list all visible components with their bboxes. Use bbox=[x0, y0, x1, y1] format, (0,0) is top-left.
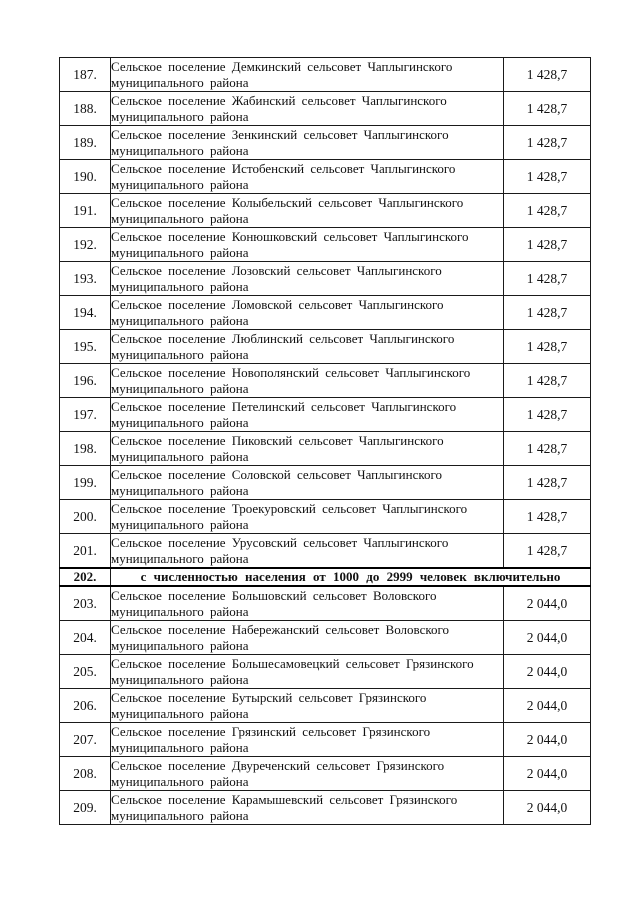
settlement-name bbox=[111, 621, 504, 655]
amount-value: 1 428,7 bbox=[504, 432, 591, 466]
settlement-name bbox=[111, 364, 504, 398]
table-body bbox=[60, 58, 591, 825]
name-line-2: муниципального района bbox=[111, 74, 249, 90]
settlement-name bbox=[111, 586, 504, 621]
amount-value: 1 428,7 bbox=[504, 194, 591, 228]
name-line-2: муниципального района bbox=[111, 550, 249, 566]
row-number: 195. bbox=[60, 330, 111, 364]
name-line-2: муниципального района bbox=[111, 603, 249, 619]
name-line-1: Сельское поселение Пиковский сельсовет Чаплыгинского bbox=[111, 432, 444, 448]
settlement-name bbox=[111, 534, 504, 569]
settlement-name bbox=[111, 466, 504, 500]
settlement-name bbox=[111, 757, 504, 791]
row-number: 205. bbox=[60, 655, 111, 689]
table-row bbox=[60, 330, 591, 364]
row-number: 192. bbox=[60, 228, 111, 262]
row-number: 207. bbox=[60, 723, 111, 757]
amount-value: 1 428,7 bbox=[504, 466, 591, 500]
name-line-1: Сельское поселение Набережанский сельсовет Воловского bbox=[111, 621, 450, 637]
table-row bbox=[60, 92, 591, 126]
row-number: 189. bbox=[60, 126, 111, 160]
name-line-2: муниципального района bbox=[111, 671, 249, 687]
table-row bbox=[60, 398, 591, 432]
name-line-1: Сельское поселение Демкинский сельсовет Чаплыгинского bbox=[111, 58, 453, 74]
settlement-name bbox=[111, 330, 504, 364]
table-row bbox=[60, 689, 591, 723]
settlement-name bbox=[111, 296, 504, 330]
name-line-1: Сельское поселение Новополянский сельсовет Чаплыгинского bbox=[111, 364, 471, 380]
group-header-row bbox=[60, 568, 591, 586]
row-number: 199. bbox=[60, 466, 111, 500]
name-line-1: Сельское поселение Колыбельский сельсовет Чаплыгинского bbox=[111, 194, 464, 210]
amount-value: 1 428,7 bbox=[504, 534, 591, 569]
name-line-2: муниципального района bbox=[111, 807, 249, 823]
row-number: 206. bbox=[60, 689, 111, 723]
table-row bbox=[60, 228, 591, 262]
settlement-name bbox=[111, 689, 504, 723]
settlement-name bbox=[111, 655, 504, 689]
amount-value: 2 044,0 bbox=[504, 723, 591, 757]
name-line-1: Сельское поселение Зенкинский сельсовет Чаплыгинского bbox=[111, 126, 449, 142]
amount-value: 2 044,0 bbox=[504, 689, 591, 723]
amount-value: 1 428,7 bbox=[504, 296, 591, 330]
row-number: 201. bbox=[60, 534, 111, 569]
name-line-2: муниципального района bbox=[111, 244, 249, 260]
row-number: 208. bbox=[60, 757, 111, 791]
group-number: 202. bbox=[60, 568, 111, 586]
row-number: 193. bbox=[60, 262, 111, 296]
amount-value: 1 428,7 bbox=[504, 92, 591, 126]
group-title: с численностью населения от 1000 до 2999 человек включительно bbox=[111, 568, 591, 586]
name-line-1: Сельское поселение Большовский сельсовет Воловского bbox=[111, 587, 437, 603]
amount-value: 1 428,7 bbox=[504, 228, 591, 262]
table-row bbox=[60, 655, 591, 689]
name-line-1: Сельское поселение Петелинский сельсовет Чаплыгинского bbox=[111, 398, 457, 414]
amount-value: 2 044,0 bbox=[504, 791, 591, 825]
settlement-name bbox=[111, 398, 504, 432]
table-row bbox=[60, 58, 591, 92]
settlement-name bbox=[111, 791, 504, 825]
settlement-name bbox=[111, 723, 504, 757]
table-row bbox=[60, 621, 591, 655]
name-line-1: Сельское поселение Конюшковский сельсовет Чаплыгинского bbox=[111, 228, 469, 244]
name-line-2: муниципального района bbox=[111, 448, 249, 464]
name-line-1: Сельское поселение Большесамовецкий сельсовет Грязинского bbox=[111, 655, 474, 671]
name-line-2: муниципального района bbox=[111, 346, 249, 362]
name-line-1: Сельское поселение Троекуровский сельсовет Чаплыгинского bbox=[111, 500, 468, 516]
name-line-1: Сельское поселение Соловской сельсовет Чаплыгинского bbox=[111, 466, 443, 482]
name-line-2: муниципального района bbox=[111, 414, 249, 430]
name-line-2: муниципального района bbox=[111, 705, 249, 721]
name-line-2: муниципального района bbox=[111, 142, 249, 158]
row-number: 209. bbox=[60, 791, 111, 825]
name-line-1: Сельское поселение Жабинский сельсовет Чаплыгинского bbox=[111, 92, 447, 108]
settlement-name bbox=[111, 126, 504, 160]
settlement-name bbox=[111, 58, 504, 92]
settlement-name bbox=[111, 92, 504, 126]
row-number: 188. bbox=[60, 92, 111, 126]
row-number: 196. bbox=[60, 364, 111, 398]
row-number: 194. bbox=[60, 296, 111, 330]
table-row bbox=[60, 586, 591, 621]
name-line-2: муниципального района bbox=[111, 278, 249, 294]
table-row bbox=[60, 194, 591, 228]
amount-value: 2 044,0 bbox=[504, 655, 591, 689]
settlement-name bbox=[111, 432, 504, 466]
row-number: 187. bbox=[60, 58, 111, 92]
table-row bbox=[60, 500, 591, 534]
name-line-1: Сельское поселение Лозовский сельсовет Чаплыгинского bbox=[111, 262, 442, 278]
table-row bbox=[60, 296, 591, 330]
row-number: 203. bbox=[60, 586, 111, 621]
name-line-2: муниципального района bbox=[111, 637, 249, 653]
name-line-1: Сельское поселение Истобенский сельсовет Чаплыгинского bbox=[111, 160, 456, 176]
row-number: 190. bbox=[60, 160, 111, 194]
row-number: 204. bbox=[60, 621, 111, 655]
amount-value: 2 044,0 bbox=[504, 757, 591, 791]
name-line-2: муниципального района bbox=[111, 176, 249, 192]
settlements-table bbox=[59, 57, 591, 825]
amount-value: 2 044,0 bbox=[504, 586, 591, 621]
table-row bbox=[60, 160, 591, 194]
name-line-2: муниципального района bbox=[111, 773, 249, 789]
table-row bbox=[60, 466, 591, 500]
settlement-name bbox=[111, 194, 504, 228]
amount-value: 1 428,7 bbox=[504, 398, 591, 432]
amount-value: 1 428,7 bbox=[504, 364, 591, 398]
settlement-name bbox=[111, 160, 504, 194]
row-number: 191. bbox=[60, 194, 111, 228]
name-line-2: муниципального района bbox=[111, 482, 249, 498]
amount-value: 1 428,7 bbox=[504, 262, 591, 296]
name-line-2: муниципального района bbox=[111, 516, 249, 532]
settlement-name bbox=[111, 500, 504, 534]
amount-value: 2 044,0 bbox=[504, 621, 591, 655]
amount-value: 1 428,7 bbox=[504, 58, 591, 92]
name-line-1: Сельское поселение Люблинский сельсовет Чаплыгинского bbox=[111, 330, 455, 346]
name-line-2: муниципального района bbox=[111, 108, 249, 124]
table-row bbox=[60, 364, 591, 398]
amount-value: 1 428,7 bbox=[504, 160, 591, 194]
name-line-1: Сельское поселение Бутырский сельсовет Грязинского bbox=[111, 689, 427, 705]
name-line-1: Сельское поселение Урусовский сельсовет Чаплыгинского bbox=[111, 534, 449, 550]
row-number: 198. bbox=[60, 432, 111, 466]
name-line-2: муниципального района bbox=[111, 739, 249, 755]
row-number: 197. bbox=[60, 398, 111, 432]
name-line-1: Сельское поселение Двуреченский сельсовет Грязинского bbox=[111, 757, 445, 773]
table-row bbox=[60, 723, 591, 757]
amount-value: 1 428,7 bbox=[504, 330, 591, 364]
settlement-name bbox=[111, 262, 504, 296]
table-row bbox=[60, 126, 591, 160]
table-row bbox=[60, 262, 591, 296]
settlement-name bbox=[111, 228, 504, 262]
name-line-2: муниципального района bbox=[111, 380, 249, 396]
table-row bbox=[60, 534, 591, 569]
name-line-1: Сельское поселение Ломовской сельсовет Чаплыгинского bbox=[111, 296, 444, 312]
amount-value: 1 428,7 bbox=[504, 126, 591, 160]
name-line-2: муниципального района bbox=[111, 312, 249, 328]
table-row bbox=[60, 432, 591, 466]
table-row bbox=[60, 791, 591, 825]
table-row bbox=[60, 757, 591, 791]
name-line-1: Сельское поселение Карамышевский сельсовет Грязинского bbox=[111, 791, 458, 807]
name-line-2: муниципального района bbox=[111, 210, 249, 226]
amount-value: 1 428,7 bbox=[504, 500, 591, 534]
name-line-1: Сельское поселение Грязинский сельсовет Грязинского bbox=[111, 723, 431, 739]
row-number: 200. bbox=[60, 500, 111, 534]
